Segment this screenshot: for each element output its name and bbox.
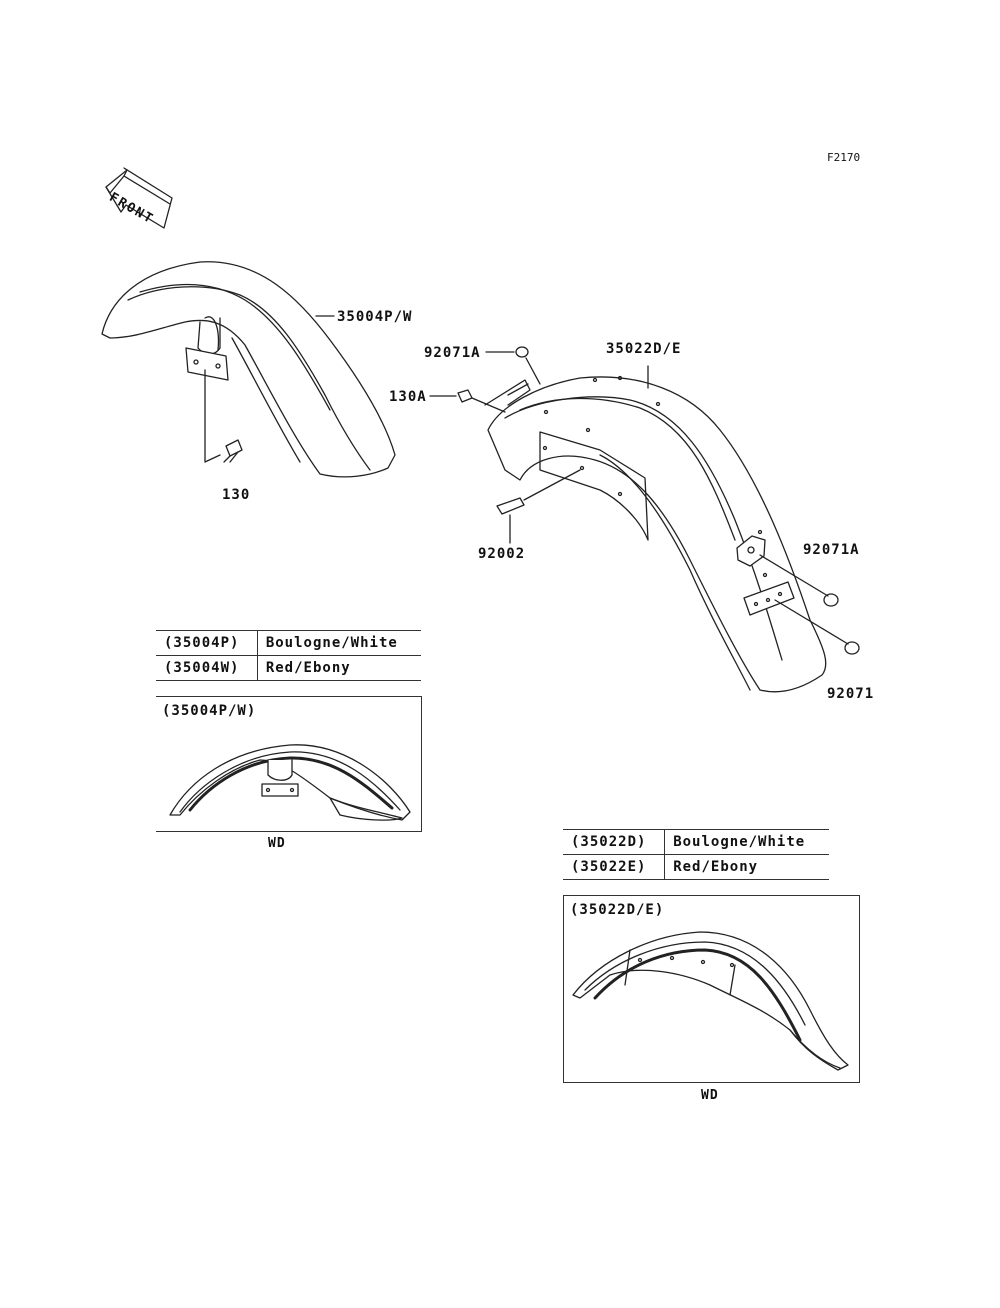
part-label-130a: 130A xyxy=(389,389,427,405)
figure-id: F2170 xyxy=(827,151,861,164)
front-color-table xyxy=(156,630,421,681)
color-name: Boulogne/White xyxy=(257,631,421,656)
front-arrow-label: FRONT xyxy=(106,190,157,228)
color-name: Red/Ebony xyxy=(665,855,829,880)
rear-detail-box xyxy=(563,895,860,1083)
part-label-130: 130 xyxy=(222,487,251,503)
color-code: (35004W) xyxy=(156,656,257,681)
part-label-35022de: 35022D/E xyxy=(606,341,682,357)
color-name: Red/Ebony xyxy=(257,656,421,681)
part-label-92071a-right: 92071A xyxy=(803,542,860,558)
table-row xyxy=(563,830,829,855)
part-label-92071: 92071 xyxy=(827,686,875,702)
rear-detail-caption: WD xyxy=(701,1088,719,1103)
rear-fender-drawing xyxy=(430,347,859,692)
front-detail-box xyxy=(156,696,422,832)
table-row xyxy=(563,855,829,880)
color-code: (35004P) xyxy=(156,631,257,656)
table-row xyxy=(156,631,421,656)
part-label-92071a-top: 92071A xyxy=(424,345,481,361)
color-code: (35022E) xyxy=(563,855,665,880)
front-fender-drawing xyxy=(102,262,395,477)
color-name: Boulogne/White xyxy=(665,830,829,855)
front-detail-title: (35004P/W) xyxy=(162,703,257,719)
color-code: (35022D) xyxy=(563,830,665,855)
front-detail-caption: WD xyxy=(268,836,286,851)
rear-color-table xyxy=(563,829,829,880)
rear-detail-title: (35022D/E) xyxy=(570,902,665,918)
part-label-35004pw: 35004P/W xyxy=(337,309,413,325)
table-row xyxy=(156,656,421,681)
part-label-92002: 92002 xyxy=(478,546,526,562)
